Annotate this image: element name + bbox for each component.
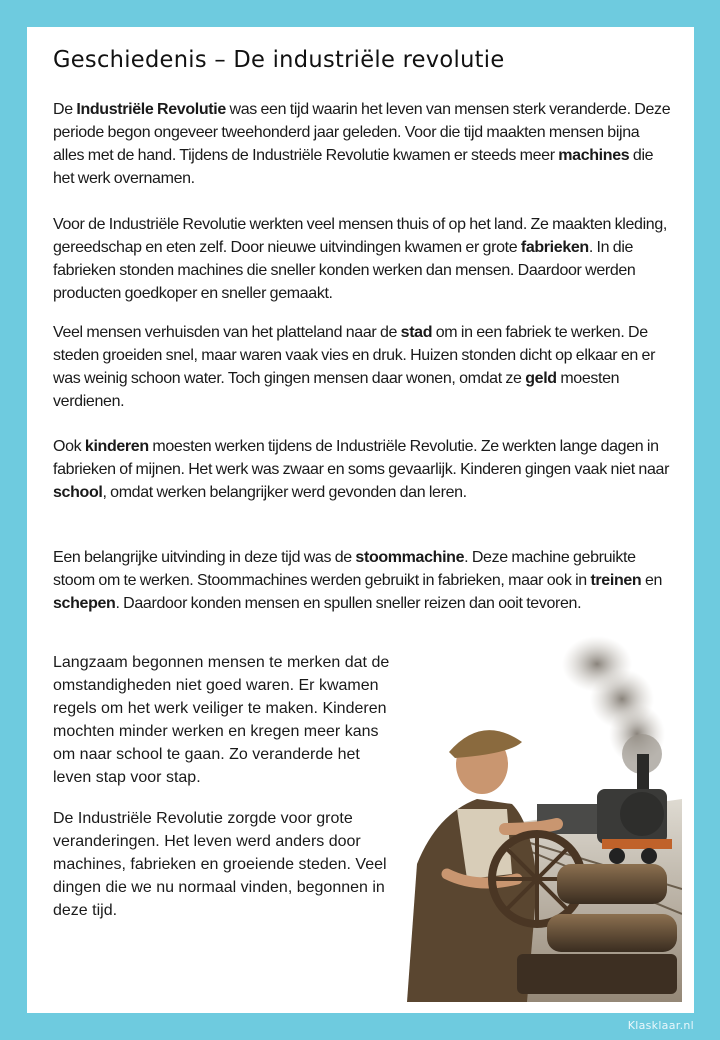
- text-segment: moesten verdienen.: [53, 370, 620, 410]
- text-segment: moesten werken tijdens de Industriële Revolutie. Ze werkten lange dagen in fabrieken of mijnen. Het werk was zwaar en soms gevaarlijk. Kinderen gingen vaak niet naar: [53, 438, 670, 478]
- paragraph-factories: [53, 213, 673, 305]
- bold-keyword: geld: [525, 370, 557, 387]
- text-segment: Ook: [53, 438, 85, 455]
- paragraph-steam-engine: [53, 546, 673, 615]
- text-segment: en: [641, 572, 663, 589]
- worksheet-card: [27, 27, 694, 1013]
- bold-keyword: machines: [558, 147, 630, 164]
- page-title: Geschiedenis – De industriële revolutie: [53, 47, 505, 73]
- boy-with-steam-engine-illustration: [397, 624, 682, 1002]
- text-segment: . Daardoor konden mensen en spullen sneller reizen dan ooit tevoren.: [115, 595, 582, 612]
- smoke-plume: [562, 636, 665, 774]
- bold-keyword: stoommachine: [355, 549, 465, 566]
- text-segment: Langzaam begonnen mensen te merken dat de omstandigheden niet goed waren. Er kwamen regels om het werk veiliger te maken. Kinderen mochten minder werken en kregen meer kans om naar school te gaan. Zo veranderde het leven stap voor stap.: [53, 654, 390, 786]
- bold-keyword: schepen: [53, 595, 116, 612]
- paragraph-introduction: [53, 98, 673, 190]
- paragraph-conclusion: [53, 807, 393, 922]
- paragraph-child-labour: [53, 435, 673, 504]
- bold-keyword: stad: [400, 324, 433, 341]
- paragraph-reforms: [53, 651, 393, 789]
- text-segment: was een tijd waarin het leven van mensen sterk veranderde. Deze periode begon ongeveer tweehonderd jaar geleden. Voor die tijd maakten mensen bijna alles met de hand. Tijdens de Industriële Revolutie kwamen er steeds meer: [53, 101, 671, 164]
- bold-keyword: treinen: [590, 572, 642, 589]
- text-segment: De: [53, 101, 77, 118]
- text-segment: Een belangrijke uitvinding in deze tijd was de: [53, 549, 356, 566]
- text-segment: om in een fabriek te werken. De steden groeiden snel, maar waren vaak vies en druk. Huizen stonden dicht op elkaar en er was weinig schoon water. Toch gingen mensen daar wonen, omdat ze: [53, 324, 656, 387]
- text-segment: Veel mensen verhuisden van het platteland naar de: [53, 324, 401, 341]
- text-segment: De Industriële Revolutie zorgde voor grote veranderingen. Het leven werd anders door machines, fabrieken en groeiende steden. Veel dingen die we nu normaal vinden, begonnen in deze tijd.: [53, 810, 387, 919]
- footer-brand: Klasklaar.nl: [627, 1019, 694, 1032]
- bold-keyword: Industriële Revolutie: [76, 101, 226, 118]
- text-segment: die het werk overnamen.: [53, 147, 654, 187]
- text-segment: . Deze machine gebruikte stoom om te werken. Stoommachines werden gebruikt in fabrieken, maar ook in: [53, 549, 636, 589]
- text-segment: , omdat werken belangrijker werd gevonden dan leren.: [102, 484, 467, 501]
- text-segment: Voor de Industriële Revolutie werkten veel mensen thuis of op het land. Ze maakten kleding, gereedschap en eten zelf. Door nieuwe uitvindingen kwamen er grote: [53, 216, 667, 256]
- bold-keyword: fabrieken: [520, 239, 589, 256]
- paragraph-cities: [53, 321, 673, 413]
- bold-keyword: school: [53, 484, 103, 501]
- text-segment: . In die fabrieken stonden machines die sneller konden werken dan mensen. Daardoor werden producten goedkoper en sneller gemaakt.: [53, 239, 636, 302]
- bold-keyword: kinderen: [84, 438, 149, 455]
